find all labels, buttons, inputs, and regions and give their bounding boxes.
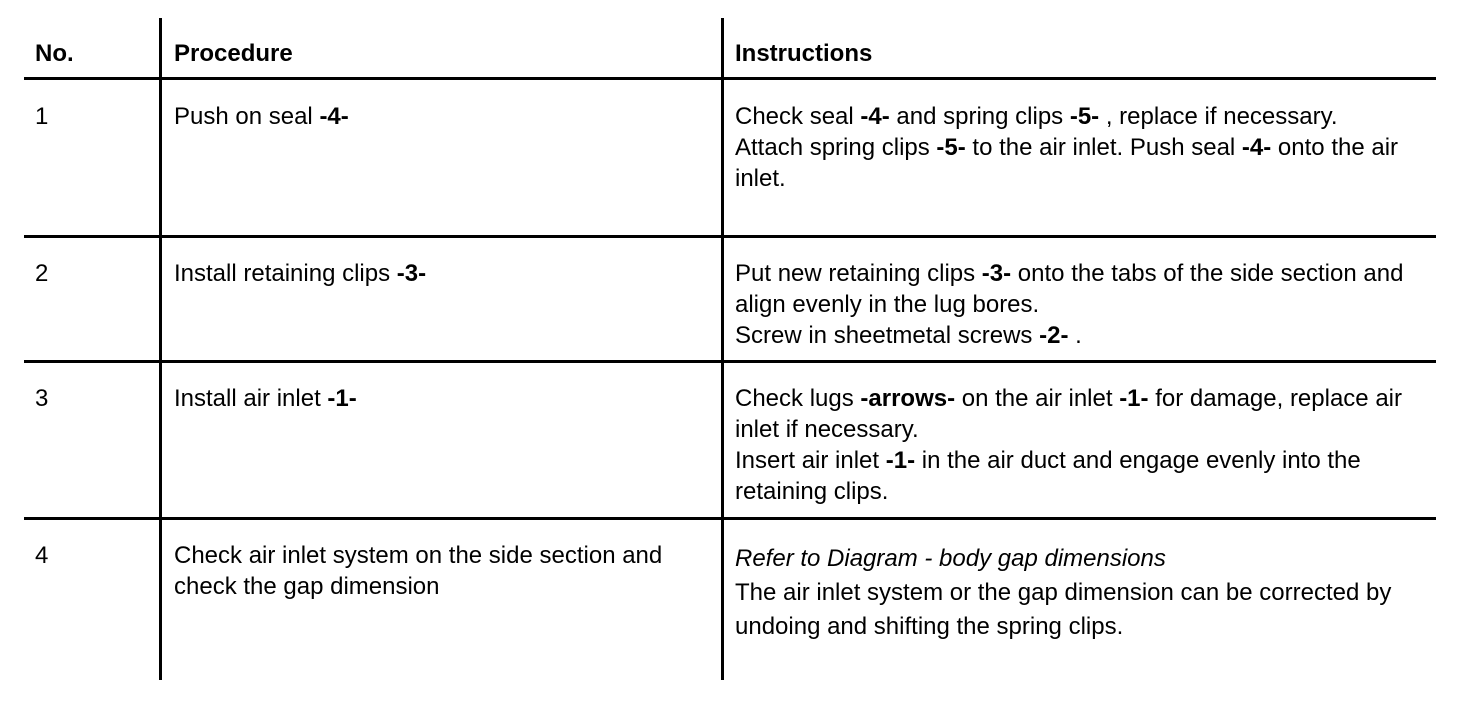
part-reference: -3- (981, 260, 1012, 287)
row-4-procedure (174, 540, 704, 602)
row-1-instructions (735, 101, 1435, 194)
text-run: and spring clips (889, 103, 1070, 130)
row-3-procedure (174, 383, 704, 414)
header-no: No. (35, 40, 74, 67)
text-run: Check lugs (735, 385, 861, 412)
text-run: Install retaining clips (174, 260, 397, 287)
part-reference: -1- (327, 385, 357, 412)
text-run: Screw in sheetmetal screws (735, 322, 1040, 349)
text-run: Check air inlet system on the side section and check the gap dimension (174, 542, 663, 600)
row-3-instructions (735, 383, 1435, 507)
row-4-number: 4 (35, 542, 49, 569)
header-procedure: Procedure (174, 40, 293, 67)
part-reference: -arrows- (860, 385, 956, 412)
row-3-number: 3 (35, 385, 49, 412)
instruction-paragraph (735, 258, 1435, 320)
part-reference: -4- (1241, 134, 1272, 161)
row-divider-1 (24, 235, 1436, 238)
column-divider-1 (159, 18, 162, 680)
part-reference: -4- (319, 103, 349, 130)
row-divider-3 (24, 517, 1436, 520)
row-4-instructions (735, 542, 1435, 644)
instruction-paragraph (735, 576, 1435, 644)
row-1-number: 1 (35, 103, 49, 130)
part-reference: -1- (1119, 385, 1149, 412)
part-reference: -5- (1069, 103, 1100, 130)
text-run: for damage, replace air inlet if necessary. (735, 385, 1402, 443)
text-run: Attach spring clips (735, 134, 937, 161)
instruction-paragraph (735, 132, 1435, 194)
part-reference: -3- (396, 260, 427, 287)
row-2-procedure (174, 258, 704, 289)
text-run: Check seal (735, 103, 861, 130)
text-run: Put new retaining clips (735, 260, 982, 287)
text-run: Push on seal (174, 103, 320, 130)
part-reference: -1- (885, 447, 916, 474)
header-divider (24, 77, 1436, 80)
row-2-number: 2 (35, 260, 49, 287)
part-reference: -2- (1039, 322, 1069, 349)
text-run: onto the air inlet. (735, 134, 1399, 192)
row-1-procedure (174, 101, 704, 132)
instruction-paragraph (735, 320, 1435, 351)
text-run: . (1068, 322, 1082, 349)
text-run: , replace if necessary. (1099, 103, 1338, 130)
text-run: onto the tabs of the side section and align evenly in the lug bores. (735, 260, 1404, 318)
instruction-paragraph (735, 445, 1435, 507)
text-run: in the air duct and engage evenly into the retaining clips. (735, 447, 1361, 505)
part-reference: -4- (860, 103, 890, 130)
part-reference: -5- (936, 134, 966, 161)
instruction-paragraph (735, 542, 1435, 576)
text-run: The air inlet system or the gap dimension can be corrected by undoing and shifting the spring clips. (735, 579, 1392, 640)
text-run: on the air inlet (955, 385, 1120, 412)
instruction-paragraph (735, 383, 1435, 445)
row-2-instructions (735, 258, 1435, 351)
instruction-paragraph (735, 101, 1435, 132)
text-run: Refer to Diagram - body gap dimensions (735, 545, 1166, 572)
text-run: Install air inlet (174, 385, 328, 412)
column-divider-2 (721, 18, 724, 680)
row-divider-2 (24, 360, 1436, 363)
text-run: Insert air inlet (735, 447, 886, 474)
text-run: to the air inlet. Push seal (965, 134, 1242, 161)
header-instructions: Instructions (735, 40, 873, 67)
